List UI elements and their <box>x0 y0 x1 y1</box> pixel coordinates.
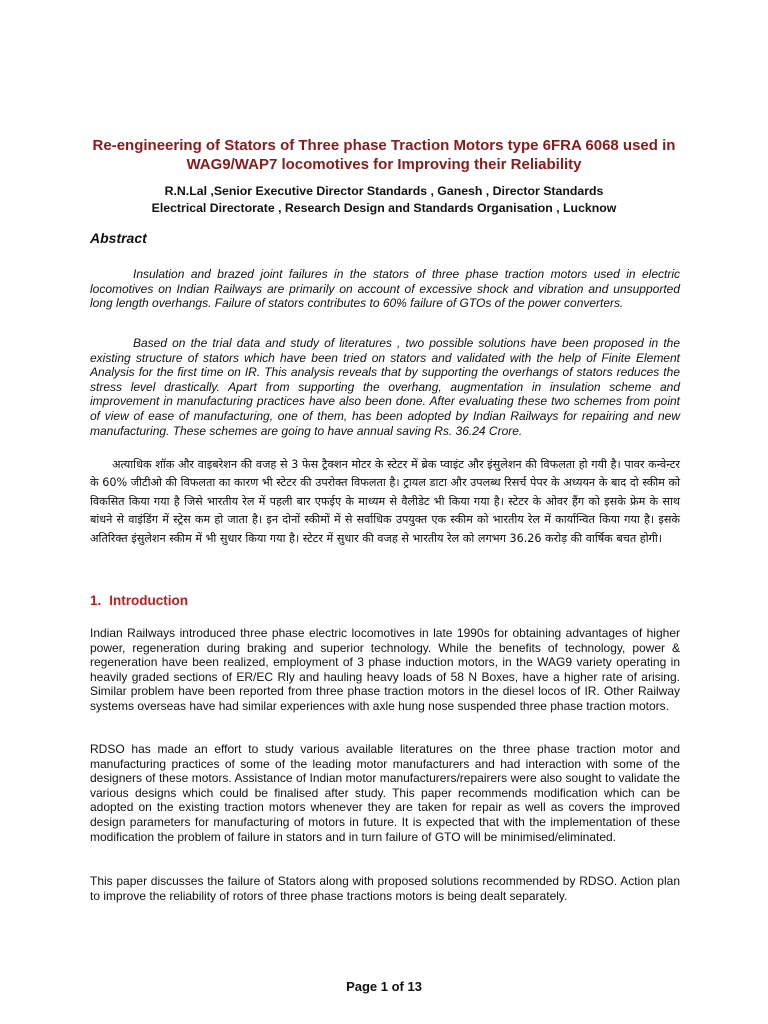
paper-title <box>70 136 698 174</box>
page-number-footer: Page 1 of 13 <box>346 979 422 994</box>
intro-paragraph-1: Indian Railways introduced three phase electric locomotives in late 1990s for obtaining advantages of higher power, regeneration during braking and superior technology. While the benefits of technology, power & regeneration have been realized, employment of 3 phase induction motors, in the WAG9 variety operating in heavily graded sections of ER/EC Rly and hauling heavy loads of 58 N Boxes, have a higher rate of arising. Similar problem have been reported from three phase traction motors in the diesel locos of IR. Other Railway systems overseas have had similar experiences with axle hung nose suspended three phase traction motors. <box>90 626 680 713</box>
title-line-2: WAG9/WAP7 locomotives for Improving their Reliability <box>186 156 582 173</box>
authors-line-1: R.N.Lal ,Senior Executive Director Standards , Ganesh , Director Standards <box>164 184 604 198</box>
author-block <box>80 183 688 217</box>
intro-paragraph-3: This paper discusses the failure of Stators along with proposed solutions recommended by RDSO. Action plan to improve the reliability of rotors of three phase tractions motors is being dealt separately. <box>90 874 680 903</box>
section-number: 1. <box>90 593 102 608</box>
abstract-paragraph-1: Insulation and brazed joint failures in the stators of three phase traction motors used in electric locomotives on Indian Railways are primarily on account of excessive shock and vibration and unsupported long length overhangs. Failure of stators contributes to 60% failure of GTOs of the power converters. <box>90 267 680 311</box>
title-line-1: Re-engineering of Stators of Three phase Traction Motors type 6FRA 6068 used in <box>92 137 676 154</box>
intro-paragraph-2: RDSO has made an effort to study various available literatures on the three phase traction motor and manufacturing practices of some of the leading motor manufacturers and had interaction with some of the designers of these motors. Assistance of Indian motor manufacturers/repairers were also sought to validate the various designs which could be finalised after study. This paper recommends modification which can be adopted on the existing traction motors whenever they are taken for repair as well as covers the improved design parameters for manufacturing of motors in future. It is expected that with the implementation of these modification the problem of failure in stators and in turn failure of GTO will be minimised/eliminated. <box>90 742 680 844</box>
hindi-abstract-paragraph: अत्याधिक शॉक और वाइबरेशन की वजह से 3 फेस ट्रैक्शन मोटर के स्टेटर में ब्रेक प्वाइंट और इंसुलेशन की विफलता हो गयी है। पावर कन्वेन्टर के 60% जीटीओ की विफलता का कारण भी स्टेटर की उपरोक्त विफलता है। ट्रायल डाटा और उपलब्ध रिसर्च पेपर के अध्ययन के बाद दो स्कीम को विकसित किया गया है जिसे भारतीय रेल में पहली बार एफईए के माध्यम से वैलीडेट भी किया गया है। स्टेटर के ओवर हैंग को इसके फ्रेम के साथ बांधने से वाइंडिंग में स्ट्रेस कम हो जाता है। इन दोनों स्कीमों में से सर्वाधिक उपयुक्त एक स्कीम को भारतीय रेल में कार्यान्वित किया गया है। इसके अतिरिक्त इंसुलेशन स्कीम में भी सुधार किया गया है। स्टेटर में सुधार की वजह से भारतीय रेल को लगभग 36.26 करोड़ की वार्षिक बचत होगी। <box>90 458 680 545</box>
authors-line-2: Electrical Directorate , Research Design and Standards Organisation , Lucknow <box>151 201 617 215</box>
section-heading-introduction <box>90 593 188 608</box>
abstract-heading: Abstract <box>90 230 147 246</box>
abstract-paragraph-2: Based on the trial data and study of literatures , two possible solutions have been proposed in the existing structure of stators which have been tried on stators and validated with the help of Finite Element Analysis for the first time on IR. This analysis reveals that by supporting the overhangs of stators reduces the stress level drastically. Apart from supporting the overhang, augmentation in insulation scheme and improvement in manufacturing practices have also been done. After evaluating these two schemes from point of view of ease of manufacturing, one of them, has been adopted by Indian Railways for repairing and new manufacturing. These schemes are going to have annual saving Rs. 36.24 Crore. <box>90 336 680 438</box>
section-title: Introduction <box>109 593 188 608</box>
